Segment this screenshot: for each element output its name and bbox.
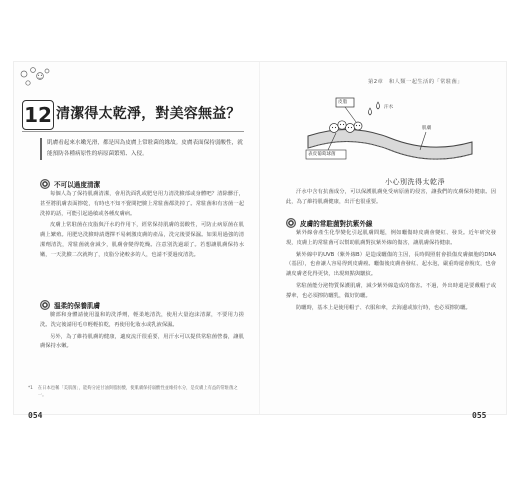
section-heading-text: 皮膚的常駐菌對抗紫外線 <box>300 220 373 228</box>
paragraph: 每個人為了保持肌膚清潔，會用洗面乳或肥皂用力清洗臉部或身體吧？清除髒汙，甚至將肌膚表面擦乾，有時也不知不覺間把臉上常駐菌都洗掉了。常駐菌和有害菌一起洗掉的話，可能引起過敏或各種皮膚病。 <box>40 191 244 217</box>
figure-label-sweat: 汗水 <box>384 105 394 110</box>
section-bullet-icon <box>286 218 296 228</box>
chapter-number: 12 <box>22 100 54 130</box>
section-bullet-icon <box>40 179 50 189</box>
paragraph: 另外，為了維持肌膚的健康，適度流汗很重要，用汗水可以提供常駐菌營養，讓肌膚保持水嫩。 <box>40 333 244 350</box>
footnote-mark: *1 <box>28 386 33 391</box>
figure-caption: 小心別洗得太乾淨 <box>385 178 445 186</box>
footnote <box>28 385 243 399</box>
page-number-right: 055 <box>472 411 487 420</box>
skin-illustration <box>300 92 480 178</box>
chapter-intro: 肌膚看起來水嫩光滑，都是因為皮膚上常駐菌的緣故。皮膚表面保持弱酸性，就能預防各種病原性的病原菌繁殖、入侵。 <box>40 138 247 160</box>
section-3-body <box>286 229 496 315</box>
section-heading-2 <box>40 300 100 310</box>
section-heading-1 <box>40 179 100 189</box>
chapter-title: 清潔得太乾淨，對美容無益？ <box>56 106 241 122</box>
doodle-decoration-icon <box>16 64 60 94</box>
running-head: 第2章 和人類一起生活的「常駐菌」 <box>368 79 463 85</box>
figure-label-skin: 肌膚 <box>422 126 432 131</box>
title-divider <box>22 131 244 132</box>
page-number-left: 054 <box>28 411 43 420</box>
section-bullet-icon <box>40 300 50 310</box>
right-intro-body <box>286 188 496 210</box>
paragraph: 汗水中含有抗菌成分，可以保護肌膚免受病原菌的侵害，讓我們的皮膚保持健康。因此，為了維持肌膚健康，出汗也很重要。 <box>286 189 496 205</box>
section-2-body <box>40 311 244 354</box>
paragraph: 皮膚上常駐菌在皮脂與汗水的作用下，經常保持肌膚的弱酸性，可防止病原菌在肌膚上繁殖。用肥皂洗臉時請選擇不易刺激皮膚的產品，洗完後要保濕。如果用過強的清潔劑清洗，常駐菌就會減少，肌膚會變得乾燥。注意別洗過頭了。若想讓肌膚保持水嫩，一天洗臉二次就夠了，皮脂分泌較多的人，也請不要過度清洗。 <box>40 222 244 258</box>
paragraph: 防曬時，基本上是使用帽子、衣服和傘，去海邊或旅行時，也必須擦防曬。 <box>296 304 471 311</box>
footnote-text: 在日本也稱「美肌菌」，能夠分泌甘油與脂肪酸，使肌膚保持弱酸性並維持水分，是皮膚上有益的常駐菌之一。 <box>37 386 238 398</box>
section-heading-text: 不可以過度清潔 <box>54 181 101 189</box>
section-heading-text: 溫柔的保養肌膚 <box>54 302 101 310</box>
book-gutter <box>259 62 260 414</box>
section-heading-3 <box>286 218 373 228</box>
paragraph: 常駐菌能分泌物質保護肌膚，減少紫外線造成的傷害。不過，外出時還是要戴帽子或撐傘，也必須擦防曬乳，做好防曬。 <box>286 282 496 299</box>
figure-label-bacteria: 表皮葡萄球菌 <box>308 152 336 157</box>
figure-label-sebum: 皮脂 <box>338 100 348 105</box>
paragraph: 紫外線中的UVB（紫外線B）是造成曬傷的主因，長時間照射會損傷皮膚細胞的DNA（基因），也會讓人容易得到皮膚癌。曬傷後皮膚會發紅、起水泡，嚴重時還會脫皮，也會讓皮膚老化得更快，出現斑點與皺紋。 <box>286 251 496 278</box>
section-1-body <box>40 190 244 263</box>
paragraph: 紫外線會產生化學變化引起肌膚問題，例如曬傷時皮膚會變紅、發炎。近年研究發現，皮膚上的常駐菌可以幫助肌膚對抗紫外線的傷害，讓肌膚保持健康。 <box>286 230 496 246</box>
paragraph: 臉部和身體請使用溫和的洗淨劑，輕柔地清洗，使用大量泡沫清潔，不要用力搓洗。洗完後請用毛巾輕輕拍乾，再使用化妝水或乳液保濕。 <box>40 312 244 328</box>
